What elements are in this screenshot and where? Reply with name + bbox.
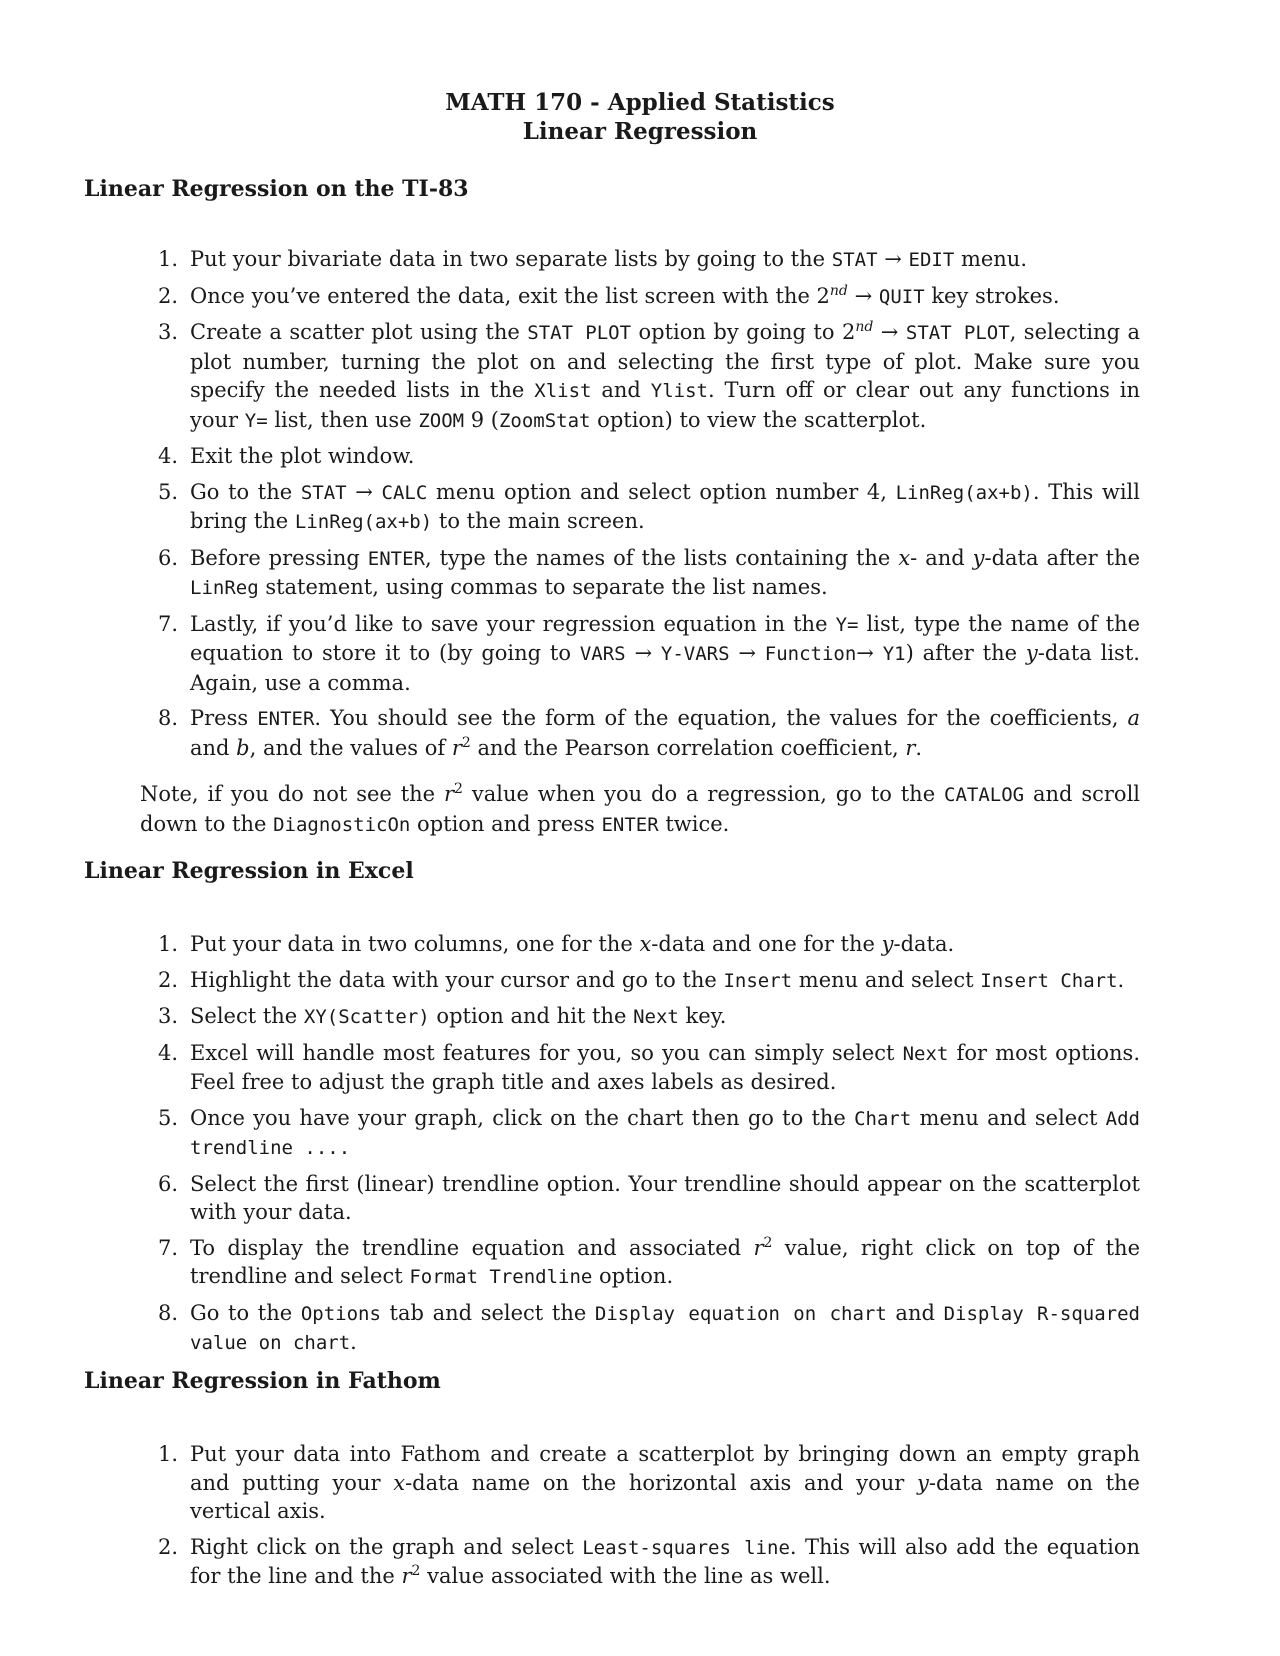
course-title: MATH 170 - Applied Statistics bbox=[445, 89, 835, 116]
list-item: 5. Once you have your graph, click on the chart then go to the Chart menu and select Add trendline .... bbox=[158, 1105, 1140, 1159]
document-title bbox=[0, 88, 1280, 146]
list-item: 2. Right click on the graph and select Least-squares line. This will also add the equation for the line and the $r^2$ value associated with the line as well. bbox=[158, 1534, 1140, 1588]
topic-title: Linear Regression bbox=[522, 118, 758, 145]
ti83-note: Note, if you do not see the $r^2$ value when you do a regression, go to the CATALOG and scroll down to the DiagnosticOn option and press ENTER twice. bbox=[140, 781, 1141, 836]
list-item: 8. Go to the Options tab and select the Display equation on chart and Display R-squared value on chart. bbox=[158, 1300, 1140, 1354]
excel-steps-list bbox=[140, 930, 1140, 1358]
list-item: 6. Select the first (linear) trendline option. Your trendline should appear on the scatterplot with your data. bbox=[158, 1171, 1140, 1224]
ti83-steps-list bbox=[140, 245, 1140, 762]
section-heading-fathom: Linear Regression in Fathom bbox=[84, 1368, 441, 1394]
list-item: 4. Excel will handle most features for you, so you can simply select Next for most options. Feel free to adjust the graph title and axes labels as desired. bbox=[158, 1040, 1140, 1094]
list-item: 1. Put your bivariate data in two separate lists by going to the STAT → EDIT menu. bbox=[158, 247, 1028, 271]
section-heading-excel: Linear Regression in Excel bbox=[84, 858, 414, 884]
list-item: 4. Exit the plot window. bbox=[158, 444, 415, 468]
section-heading-ti83: Linear Regression on the TI-83 bbox=[84, 176, 469, 202]
list-item: 3. Select the XY(Scatter) option and hit the Next key. bbox=[158, 1004, 727, 1028]
list-item: 3. Create a scatter plot using the STAT PLOT option by going to 2nd → STAT PLOT, selecting a plot number, turning the plot on and selecting the first type of plot. Make sure you specify the needed lists in the Xlist and Ylist. Turn off or clear out any functions in your Y= list, then use ZOOM 9 (ZoomStat option) to view the scatterplot. bbox=[158, 319, 1141, 432]
list-item: 7. Lastly, if you’d like to save your regression equation in the Y= list, type the name of the equation to store it to (by going to VARS → Y-VARS → Function→ Y1) after the y-data list. Again, use a comma. bbox=[158, 611, 1140, 695]
list-item: 7. To display the trendline equation and associated $r^2$ value, right click on top of the trendline and select Format Trendline option. bbox=[158, 1234, 1141, 1288]
list-item: 8. Press ENTER. You should see the form of the equation, the values for the coefficients, a and b, and the values of $r^2$ and the Pearson correlation coefficient, r. bbox=[158, 706, 1141, 760]
fathom-steps-list bbox=[140, 1440, 1140, 1591]
list-item: 6. Before pressing ENTER, type the names of the lists containing the x- and y-data after the LinReg statement, using commas to separate the list names. bbox=[158, 545, 1140, 599]
list-item: 5. Go to the STAT → CALC menu option and select option number 4, LinReg(ax+b). This will bring the LinReg(ax+b) to the main screen. bbox=[158, 479, 1140, 533]
list-item: 2. Once you’ve entered the data, exit the list screen with the 2nd → QUIT key strokes. bbox=[158, 282, 1060, 308]
list-item: 2. Highlight the data with your cursor and go to the Insert menu and select Insert Chart. bbox=[158, 967, 1125, 992]
list-item: 1. Put your data in two columns, one for the x-data and one for the y-data. bbox=[158, 932, 955, 956]
list-item: 1. Put your data into Fathom and create a scatterplot by bringing down an empty graph and putting your x-data name on the horizontal axis and your y-data name on the vertical axis. bbox=[158, 1442, 1140, 1523]
